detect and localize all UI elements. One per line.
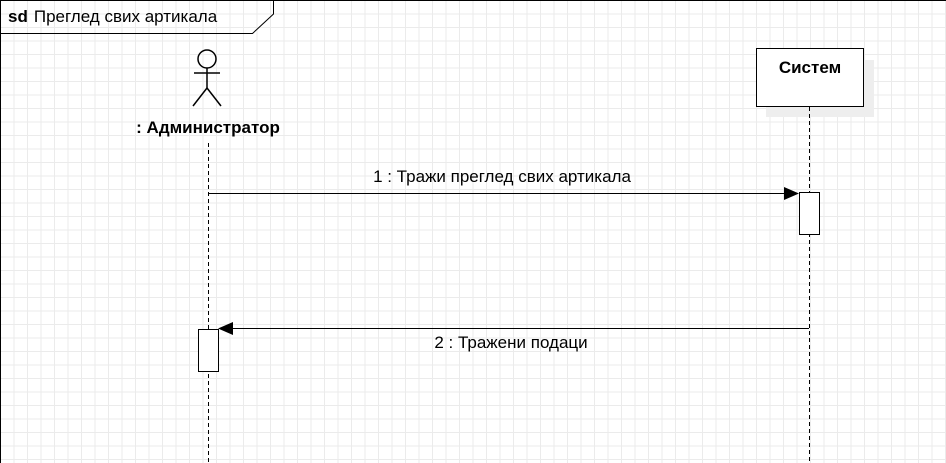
system-label: Систем	[778, 58, 842, 77]
actor-icon[interactable]	[193, 50, 221, 106]
system-activation-bar	[800, 193, 820, 235]
message-1-arrowhead	[784, 187, 799, 200]
frame-keyword: sd	[8, 7, 28, 26]
message-2-label: 2 : Тражени подаци	[434, 333, 588, 352]
actor-label: : Администратор	[136, 118, 280, 137]
frame-title-text: Преглед свих артикала	[33, 7, 218, 26]
message-1-label: 1 : Тражи преглед свих артикала	[373, 167, 631, 186]
frame-title	[8, 7, 217, 27]
